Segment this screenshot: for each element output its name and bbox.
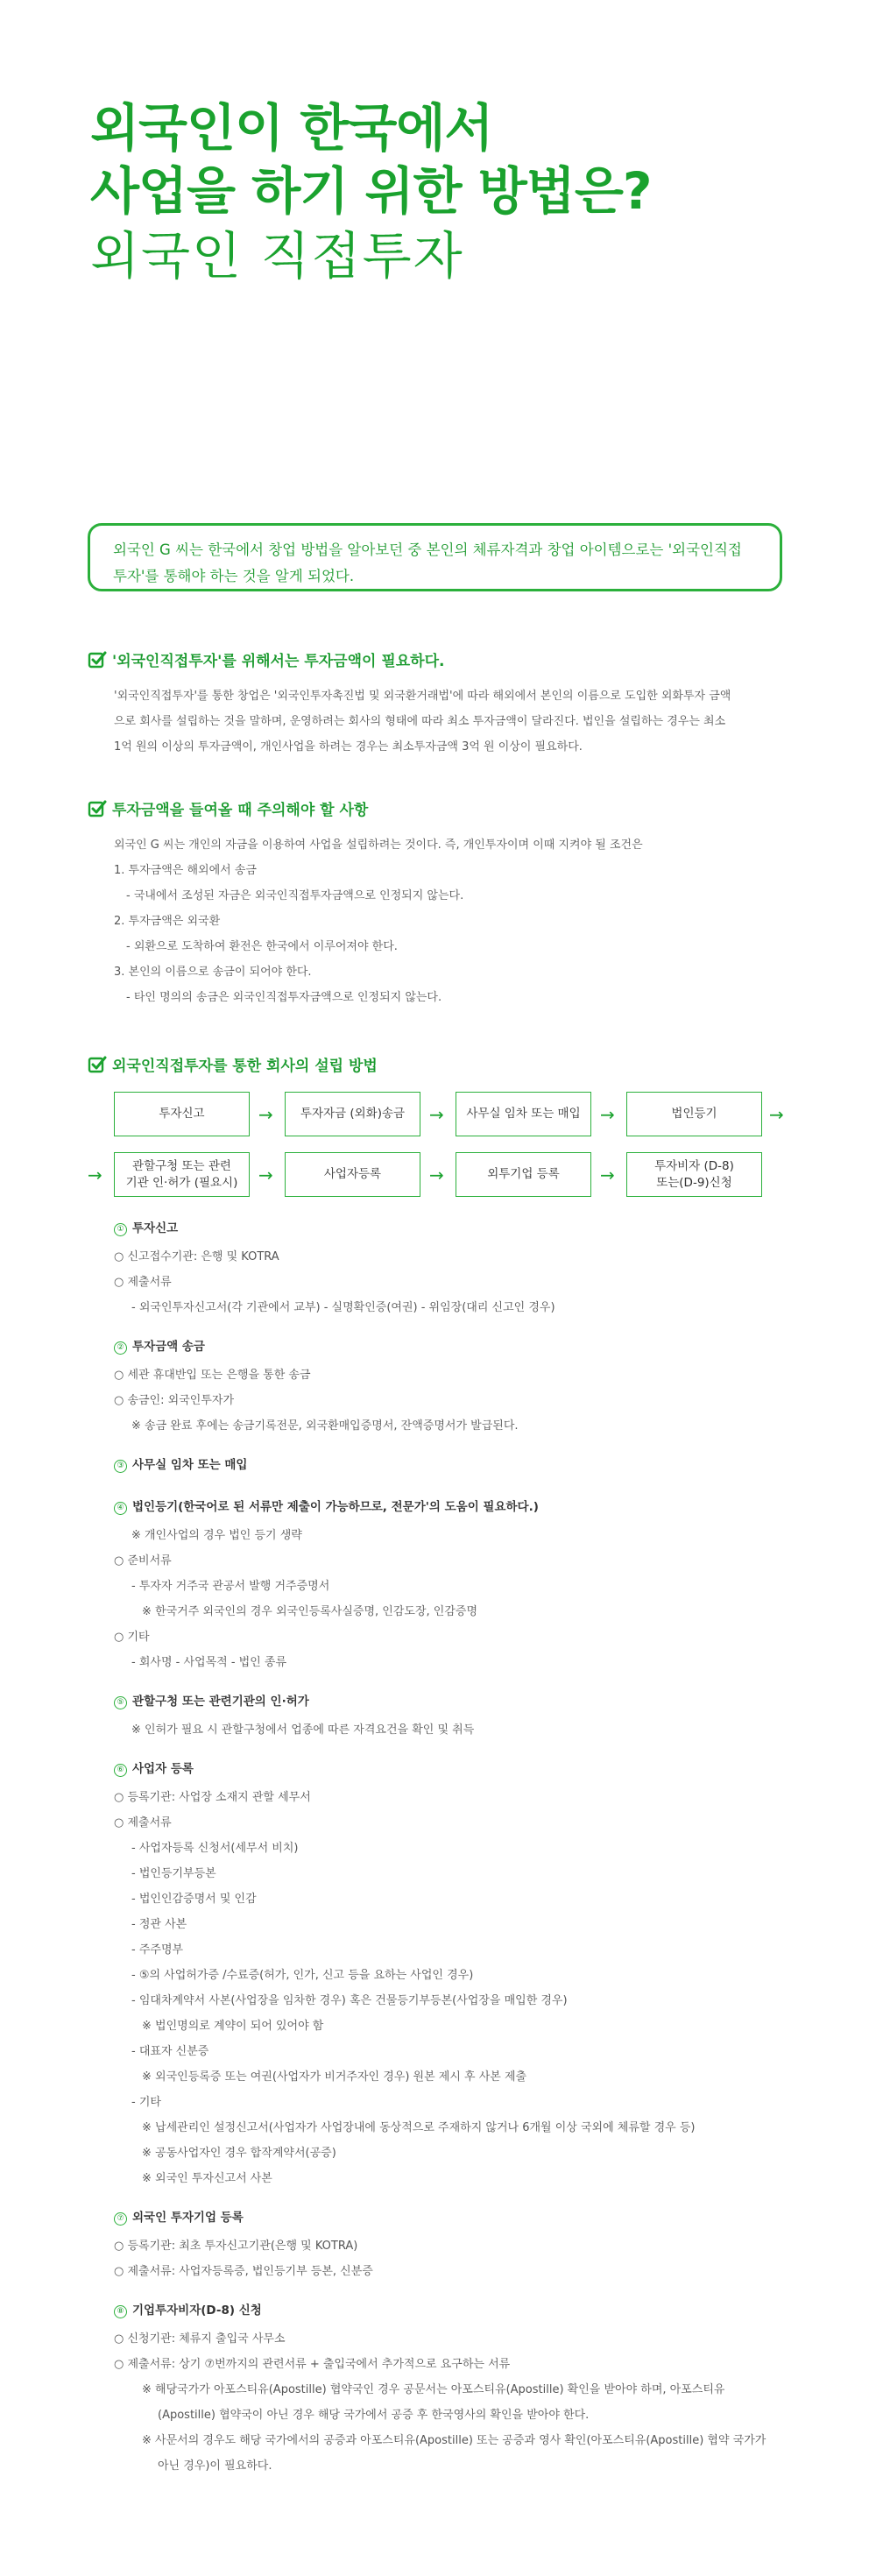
step-line: ※ 납세관리인 설정신고서(사업자가 사업장내에 동상적으로 주재하지 않거나 6개월 이상 국외에 체류할 경우 등) bbox=[142, 2121, 696, 2134]
intro-box bbox=[88, 523, 782, 591]
checkbox-icon bbox=[88, 650, 107, 669]
step-heading-text: 법인등기(한국어로 된 서류만 제출이 가능하므로, 전문가'의 도움이 필요하다.) bbox=[132, 1500, 539, 1514]
step-number-badge: ⑤ bbox=[114, 1696, 127, 1709]
step-line: - 법인등기부등본 bbox=[131, 1867, 216, 1880]
step-line: ※ 한국거주 외국인의 경우 외국인등록사실증명, 인감도장, 인감증명 bbox=[142, 1605, 478, 1618]
title-block bbox=[90, 96, 652, 289]
step-line: - 임대차계약서 사본(사업장을 임차한 경우) 혹은 건물등기부등본(사업장을 매입한 경우) bbox=[131, 1994, 568, 2007]
step-line: 아닌 경우)이 필요하다. bbox=[158, 2459, 272, 2473]
flow-step-1: 투자신고 bbox=[114, 1092, 250, 1136]
flow-step-8: 투자비자 (D-8) 또는(D-9)신청 bbox=[626, 1152, 762, 1197]
arrow-right-icon: → bbox=[258, 1164, 273, 1185]
step-heading-text: 관할구청 또는 관련기관의 인·허가 bbox=[132, 1695, 309, 1709]
flow-step-4: 법인등기 bbox=[626, 1092, 762, 1136]
step-line: ○ 기타 bbox=[114, 1631, 150, 1644]
arrow-right-icon: → bbox=[429, 1164, 444, 1185]
section-2-line: - 타인 명의의 송금은 외국인직접투자금액으로 인정되지 않는다. bbox=[126, 991, 442, 1004]
step-line: ○ 세관 휴대반입 또는 은행을 통한 송금 bbox=[114, 1369, 311, 1382]
section-1-heading bbox=[88, 648, 444, 670]
step-heading bbox=[114, 2300, 262, 2318]
step-line: - ⑤의 사업허가증 /수료증(허가, 인가, 신고 등을 요하는 사업인 경우) bbox=[131, 1969, 474, 1982]
step-line: ○ 신청기관: 체류지 출입국 사무소 bbox=[114, 2332, 286, 2346]
section-2-title: 투자금액을 들여올 때 주의해야 할 사항 bbox=[112, 802, 369, 819]
arrow-right-icon: → bbox=[258, 1104, 273, 1125]
step-line: ○ 준비서류 bbox=[114, 1554, 172, 1568]
step-line: ※ 인허가 필요 시 관할구청에서 업종에 따른 자격요건을 확인 및 취득 bbox=[131, 1723, 475, 1737]
step-line: ※ 송금 완료 후에는 송금기록전문, 외국환매입증명서, 잔액증명서가 발급된다. bbox=[131, 1419, 519, 1433]
section-2-line: 2. 투자금액은 외국환 bbox=[114, 915, 221, 928]
step-number-badge: ⑧ bbox=[114, 2305, 127, 2318]
intro-line-2: 투자'를 통해야 하는 것을 알게 되었다. bbox=[113, 568, 355, 584]
flow-step-7: 외투기업 등록 bbox=[456, 1152, 591, 1197]
step-line: ※ 해당국가가 아포스티유(Apostille) 협약국인 경우 공문서는 아포스티유(Apostille) 확인을 받아야 하며, 아포스티유 bbox=[142, 2383, 725, 2396]
section-2-body bbox=[114, 832, 643, 1010]
flow-step-2: 투자자금 (외화)송금 bbox=[285, 1092, 420, 1136]
flow-step-5: 관할구청 또는 관련 기관 인·허가 (필요시) bbox=[114, 1152, 250, 1197]
intro-line-1: 외국인 G 씨는 한국에서 창업 방법을 알아보던 중 본인의 체류자격과 창업 아이템으로는 '외국인직접 bbox=[113, 541, 742, 558]
step-line: ※ 공동사업자인 경우 합작계약서(공증) bbox=[142, 2147, 336, 2160]
arrow-right-icon: → bbox=[600, 1164, 615, 1185]
step-line: - 정관 사본 bbox=[131, 1918, 187, 1931]
section-1-body bbox=[114, 683, 731, 760]
section-2-line: 3. 본인의 이름으로 송금이 되어야 한다. bbox=[114, 966, 312, 979]
step-heading bbox=[114, 1691, 309, 1709]
step-number-badge: ③ bbox=[114, 1460, 127, 1473]
step-line: ※ 외국인등록증 또는 여권(사업자가 비거주자인 경우) 원본 제시 후 사본 제출 bbox=[142, 2070, 527, 2084]
section-2-line: 외국인 G 씨는 개인의 자금을 이용하여 사업을 설립하려는 것이다. 즉, 개인투자이며 이때 지켜야 될 조건은 bbox=[114, 839, 643, 852]
step-number-badge: ④ bbox=[114, 1502, 127, 1515]
step-number-badge: ① bbox=[114, 1223, 127, 1236]
section-3-title: 외국인직접투자를 통한 회사의 설립 방법 bbox=[112, 1058, 378, 1075]
step-line: ○ 제출서류 bbox=[114, 1816, 172, 1829]
step-line: ※ 개인사업의 경우 법인 등기 생략 bbox=[131, 1529, 302, 1542]
step-line: - 사업자등록 신청서(세무서 비치) bbox=[131, 1842, 299, 1855]
step-line: - 법인인감증명서 및 인감 bbox=[131, 1893, 257, 1906]
step-line: (Apostille) 협약국이 아닌 경우 해당 국가에서 공증 후 한국영사의 확인을 받아야 한다. bbox=[158, 2409, 590, 2422]
flow-step-6: 사업자등록 bbox=[285, 1152, 420, 1197]
step-heading bbox=[114, 1497, 539, 1515]
step-line: - 외국인투자신고서(각 기관에서 교부) - 실명확인증(여권) - 위임장(대리 신고인 경우) bbox=[131, 1301, 555, 1314]
checkbox-icon bbox=[88, 799, 107, 818]
step-heading-text: 사업자 등록 bbox=[132, 1762, 194, 1776]
arrow-right-icon: → bbox=[88, 1164, 102, 1185]
section-1-line: '외국인직접투자'를 통한 창업은 '외국인투자촉진법 및 외국환거래법'에 따라 해외에서 본인의 이름으로 도입한 외화투자 금액 bbox=[114, 690, 731, 703]
step-line: - 기타 bbox=[131, 2096, 161, 2109]
step-heading bbox=[114, 1759, 194, 1777]
arrow-right-icon: → bbox=[600, 1104, 615, 1125]
step-line: ○ 등록기관: 사업장 소재지 관할 세무서 bbox=[114, 1791, 311, 1804]
section-1-line: 1억 원의 이상의 투자금액이, 개인사업을 하려는 경우는 최소투자금액 3억 원 이상이 필요하다. bbox=[114, 740, 583, 754]
step-line: - 주주명부 bbox=[131, 1943, 184, 1957]
step-line: ○ 등록기관: 최초 투자신고기관(은행 및 KOTRA) bbox=[114, 2240, 358, 2253]
step-heading bbox=[114, 1454, 247, 1473]
step-number-badge: ⑦ bbox=[114, 2212, 127, 2226]
step-heading-text: 외국인 투자기업 등록 bbox=[132, 2211, 244, 2225]
step-line: - 투자자 거주국 관공서 발행 거주증명서 bbox=[131, 1580, 330, 1593]
step-number-badge: ② bbox=[114, 1341, 127, 1355]
step-line: ○ 제출서류: 사업자등록증, 법인등기부 등본, 신분증 bbox=[114, 2265, 373, 2278]
checkbox-icon bbox=[88, 1055, 107, 1074]
step-heading bbox=[114, 1218, 178, 1236]
step-heading-text: 사무실 임차 또는 매입 bbox=[132, 1458, 248, 1472]
step-line: ※ 법인명의로 계약이 되어 있어야 함 bbox=[142, 2020, 324, 2033]
arrow-right-icon: → bbox=[769, 1104, 784, 1125]
step-heading-text: 투자신고 bbox=[132, 1221, 179, 1235]
step-number-badge: ⑥ bbox=[114, 1764, 127, 1777]
section-2-heading bbox=[88, 797, 368, 819]
arrow-right-icon: → bbox=[429, 1104, 444, 1125]
section-2-line: 1. 투자금액은 해외에서 송금 bbox=[114, 864, 257, 877]
section-3-heading bbox=[88, 1053, 378, 1075]
step-heading bbox=[114, 1336, 205, 1355]
step-heading bbox=[114, 2207, 244, 2226]
page-title-line-1: 외국인이 한국에서 bbox=[90, 98, 493, 158]
page-subtitle: 외국인 직접투자 bbox=[90, 226, 464, 286]
step-heading-text: 기업투자비자(D-8) 신청 bbox=[132, 2304, 262, 2318]
flow-step-3: 사무실 임차 또는 매입 bbox=[456, 1092, 591, 1136]
step-line: ○ 송금인: 외국인투자가 bbox=[114, 1394, 235, 1407]
step-line: ※ 외국인 투자신고서 사본 bbox=[142, 2172, 272, 2185]
section-2-line: - 국내에서 조성된 자금은 외국인직접투자금액으로 인정되지 않는다. bbox=[126, 889, 464, 902]
step-line: ※ 사문서의 경우도 해당 국가에서의 공증과 아포스티유(Apostille) 또는 공증과 영사 확인(아포스티유(Apostille) 협약 국가가 bbox=[142, 2434, 766, 2447]
section-1-title: '외국인직접투자'를 위해서는 투자금액이 필요하다. bbox=[112, 653, 445, 670]
section-2-line: - 외환으로 도착하여 환전은 한국에서 이루어져야 한다. bbox=[126, 940, 398, 953]
step-line: - 대표자 신분증 bbox=[131, 2045, 209, 2058]
step-line: ○ 제출서류: 상기 ⑦번까지의 관련서류 + 출입국에서 추가적으로 요구하는 서류 bbox=[114, 2358, 511, 2371]
step-line: - 회사명 - 사업목적 - 법인 종류 bbox=[131, 1656, 287, 1669]
step-line: ○ 신고접수기관: 은행 및 KOTRA bbox=[114, 1250, 279, 1263]
step-heading-text: 투자금액 송금 bbox=[132, 1340, 205, 1354]
section-1-line: 으로 회사를 설립하는 것을 말하며, 운영하려는 회사의 형태에 따라 최소 투자금액이 달라진다. 법인을 설립하는 경우는 최소 bbox=[114, 715, 726, 728]
step-line: ○ 제출서류 bbox=[114, 1276, 172, 1289]
page-title-line-2: 사업을 하기 위한 방법은? bbox=[90, 161, 652, 221]
